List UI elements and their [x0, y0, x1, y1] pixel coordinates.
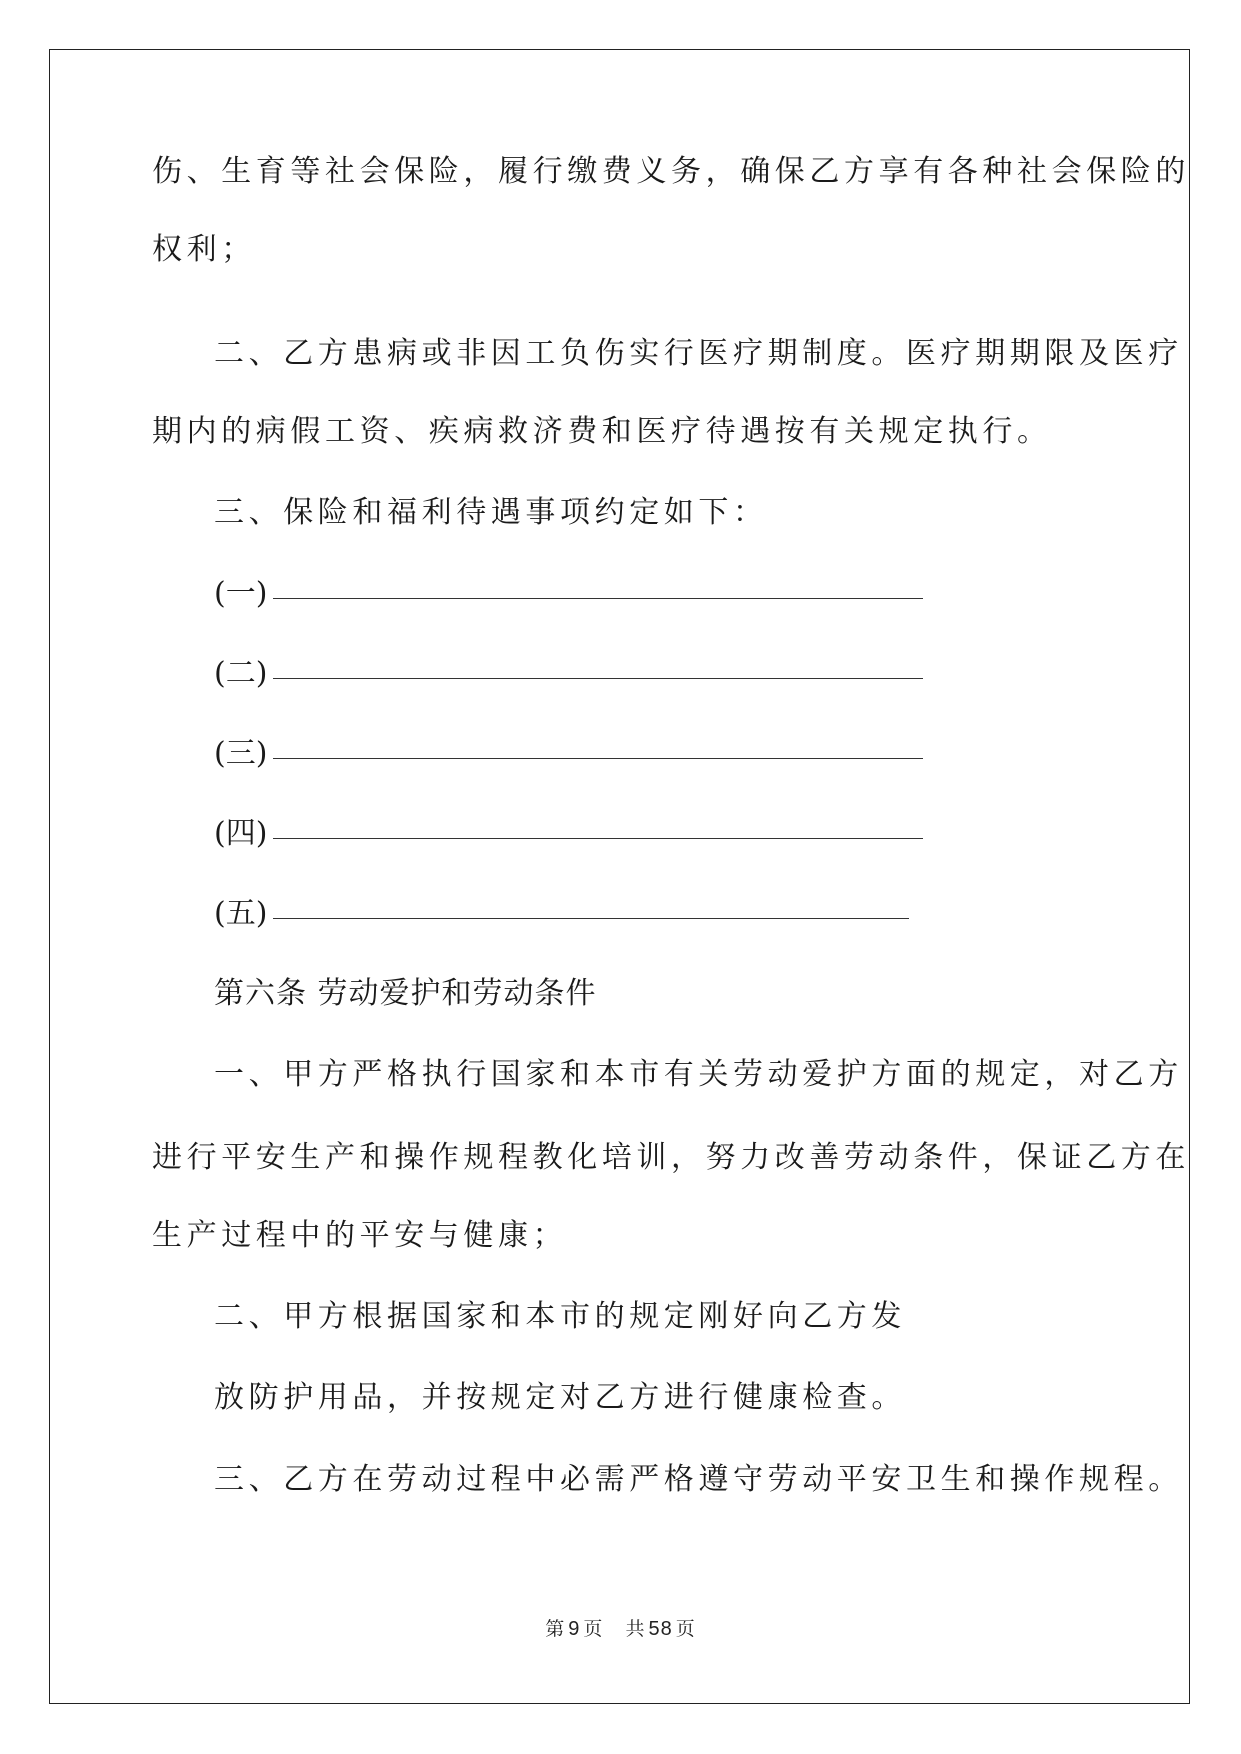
blank-item-4 [214, 814, 923, 854]
page-number: 9 [568, 1618, 581, 1640]
blank-item-2 [214, 654, 923, 694]
total-prefix: 共 [625, 1618, 646, 1640]
section-heading: 第六条 劳动爱护和劳动条件 [214, 976, 597, 1011]
fill-in-blank [273, 757, 923, 759]
paragraph-line: 生产过程中的平安与健康； [152, 1218, 568, 1253]
blank-item-label: (三) [214, 736, 268, 771]
blank-item-5 [214, 894, 909, 934]
fill-in-blank [273, 917, 909, 919]
paragraph-line: 二、乙方患病或非因工负伤实行医疗期制度。医疗期期限及医疗 [214, 336, 1183, 371]
paragraph-line: 二、甲方根据国家和本市的规定刚好向乙方发 [214, 1299, 906, 1334]
paragraph-line: 三、乙方在劳动过程中必需严格遵守劳动平安卫生和操作规程。 [214, 1462, 1183, 1497]
blank-item-label: (五) [214, 896, 268, 931]
paragraph-line: 伤、生育等社会保险，履行缴费义务，确保乙方享有各种社会保险的 [152, 154, 1190, 189]
paragraph-line: 一、甲方严格执行国家和本市有关劳动爱护方面的规定，对乙方 [214, 1057, 1183, 1092]
fill-in-blank [273, 837, 923, 839]
blank-item-label: (二) [214, 656, 268, 691]
page-footer [0, 1616, 1241, 1642]
page-prefix: 第 [545, 1618, 566, 1640]
blank-item-label: (四) [214, 816, 268, 851]
paragraph-line: 三、保险和福利待遇事项约定如下： [214, 495, 768, 530]
paragraph-line: 进行平安生产和操作规程教化培训，努力改善劳动条件，保证乙方在 [152, 1140, 1190, 1175]
blank-item-label: (一) [214, 576, 268, 611]
total-pages: 58 [648, 1618, 673, 1640]
paragraph-line: 期内的病假工资、疾病救济费和医疗待遇按有关规定执行。 [152, 414, 1052, 449]
blank-item-1 [214, 574, 923, 614]
blank-item-3 [214, 734, 923, 774]
page-border [49, 49, 1190, 1704]
fill-in-blank [273, 677, 923, 679]
paragraph-line: 放防护用品，并按规定对乙方进行健康检查。 [214, 1380, 906, 1415]
paragraph-line: 权利； [152, 232, 256, 267]
fill-in-blank [273, 597, 923, 599]
page-suffix: 页 [583, 1618, 604, 1640]
total-suffix: 页 [675, 1618, 696, 1640]
